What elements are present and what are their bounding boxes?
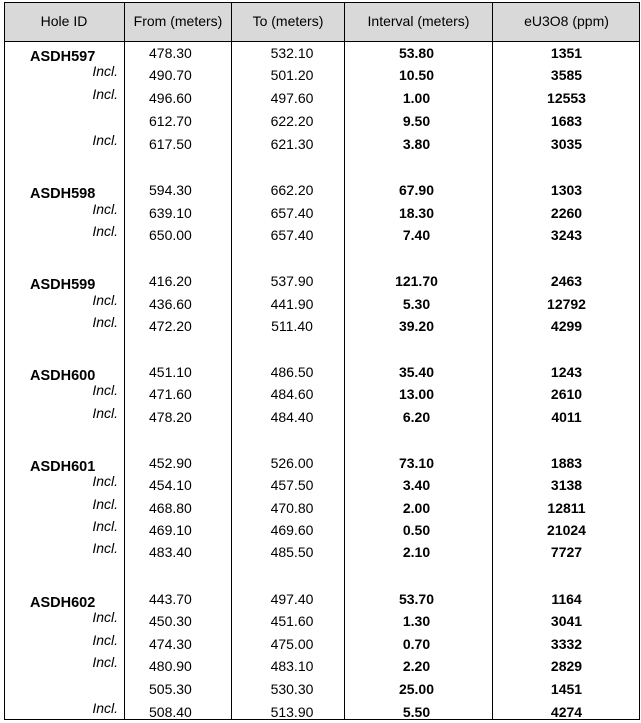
column-divider: [124, 2, 125, 720]
interval-value: 3.40: [402, 477, 431, 493]
to-value: 657.40: [270, 205, 314, 221]
to-value: 451.60: [270, 613, 314, 629]
interval-value: 7.40: [402, 227, 431, 243]
interval-value: 10.50: [398, 67, 435, 83]
from-value: 450.30: [149, 613, 192, 629]
header-hole-id: Hole ID: [4, 2, 124, 41]
interval-value: 25.00: [398, 681, 435, 697]
included-label: Incl.: [92, 201, 118, 217]
interval-value: 18.30: [398, 205, 435, 221]
interval-value: 3.80: [402, 136, 431, 152]
included-label: Incl.: [92, 496, 118, 512]
from-value: 416.20: [149, 273, 192, 289]
hole-id: ASDH600: [30, 368, 96, 384]
from-value: 508.40: [149, 704, 192, 720]
from-value: 483.40: [149, 544, 192, 560]
from-value: 478.20: [149, 409, 192, 425]
interval-value: 9.50: [402, 113, 431, 129]
to-value: 657.40: [270, 227, 314, 243]
from-value: 454.10: [149, 477, 192, 493]
from-value: 617.50: [149, 136, 192, 152]
to-value: 484.40: [270, 409, 314, 425]
eu3o8-value: 2829: [550, 658, 583, 674]
interval-value: 0.50: [402, 522, 431, 538]
interval-value: 5.50: [402, 704, 431, 720]
to-value: 486.50: [270, 364, 314, 380]
included-label: Incl.: [92, 518, 118, 534]
interval-value: 53.70: [398, 591, 435, 607]
eu3o8-value: 12553: [547, 90, 586, 106]
interval-value: 6.20: [402, 409, 431, 425]
eu3o8-value: 21024: [547, 522, 586, 538]
to-value: 497.60: [270, 90, 314, 106]
eu3o8-value: 2463: [550, 273, 583, 289]
interval-value: 39.20: [398, 318, 435, 334]
eu3o8-value: 4274: [550, 704, 583, 720]
eu3o8-value: 1243: [550, 364, 583, 380]
from-value: 471.60: [149, 386, 192, 402]
to-value: 470.80: [270, 500, 314, 516]
to-value: 457.50: [270, 477, 314, 493]
interval-value: 67.90: [398, 182, 435, 198]
interval-value: 2.20: [402, 658, 431, 674]
included-label: Incl.: [92, 540, 118, 556]
included-label: Incl.: [92, 473, 118, 489]
interval-value: 13.00: [398, 386, 435, 402]
included-label: Incl.: [92, 63, 118, 79]
from-value: 468.80: [149, 500, 192, 516]
interval-value: 73.10: [398, 455, 435, 471]
to-value: 484.60: [270, 386, 314, 402]
to-value: 621.30: [270, 136, 314, 152]
eu3o8-value: 12811: [547, 500, 586, 516]
included-label: Incl.: [92, 700, 118, 716]
from-value: 443.70: [149, 591, 192, 607]
hole-id: ASDH597: [30, 49, 96, 65]
column-divider: [231, 2, 232, 720]
from-value: 472.20: [149, 318, 192, 334]
interval-value: 2.10: [402, 544, 431, 560]
to-value: 537.90: [270, 273, 314, 289]
eu3o8-value: 1164: [551, 591, 582, 607]
included-label: Incl.: [92, 132, 118, 148]
hole-id: ASDH598: [30, 186, 96, 202]
eu3o8-value: 1883: [550, 455, 583, 471]
to-value: 475.00: [270, 636, 314, 652]
eu3o8-value: 3332: [550, 636, 583, 652]
included-label: Incl.: [92, 609, 118, 625]
from-value: 639.10: [149, 205, 192, 221]
eu3o8-value: 4011: [551, 409, 582, 425]
interval-value: 5.30: [402, 296, 431, 312]
eu3o8-value: 3585: [550, 67, 583, 83]
included-label: Incl.: [92, 314, 118, 330]
eu3o8-value: 12792: [547, 296, 586, 312]
table-top-border: [4, 2, 640, 3]
hole-id: ASDH602: [30, 595, 96, 611]
header-eu3o8: eU3O8 (ppm): [493, 2, 640, 41]
included-label: Incl.: [92, 382, 118, 398]
eu3o8-value: 3243: [550, 227, 583, 243]
interval-value: 0.70: [402, 636, 431, 652]
from-value: 490.70: [149, 67, 192, 83]
included-label: Incl.: [92, 632, 118, 648]
interval-value: 1.00: [402, 90, 431, 106]
eu3o8-value: 3138: [550, 477, 583, 493]
to-value: 511.40: [271, 318, 313, 334]
header-interval: Interval (meters): [345, 2, 492, 41]
to-value: 513.90: [270, 704, 314, 720]
to-value: 483.10: [270, 658, 314, 674]
from-value: 505.30: [149, 681, 192, 697]
to-value: 662.20: [270, 182, 314, 198]
interval-value: 1.30: [402, 613, 431, 629]
from-value: 480.90: [149, 658, 192, 674]
to-value: 441.90: [270, 296, 314, 312]
eu3o8-value: 3035: [550, 136, 583, 152]
to-value: 501.20: [270, 67, 314, 83]
interval-value: 53.80: [398, 45, 435, 61]
included-label: Incl.: [92, 86, 118, 102]
drill-results-table: [4, 2, 640, 720]
to-value: 485.50: [270, 544, 314, 560]
header-from: From (meters): [125, 2, 231, 41]
eu3o8-value: 3041: [550, 613, 583, 629]
eu3o8-value: 7727: [550, 544, 583, 560]
to-value: 530.30: [270, 681, 314, 697]
eu3o8-value: 1683: [550, 113, 583, 129]
included-label: Incl.: [92, 223, 118, 239]
hole-id: ASDH601: [30, 459, 96, 475]
eu3o8-value: 2610: [550, 386, 583, 402]
from-value: 496.60: [149, 90, 192, 106]
eu3o8-value: 2260: [550, 205, 583, 221]
from-value: 612.70: [149, 113, 192, 129]
eu3o8-value: 4299: [550, 318, 583, 334]
from-value: 469.10: [149, 522, 192, 538]
interval-value: 35.40: [398, 364, 435, 380]
interval-value: 121.70: [395, 273, 438, 289]
to-value: 622.20: [270, 113, 314, 129]
from-value: 478.30: [149, 45, 192, 61]
included-label: Incl.: [92, 292, 118, 308]
eu3o8-value: 1351: [550, 45, 583, 61]
to-value: 532.10: [270, 45, 314, 61]
to-value: 526.00: [270, 455, 314, 471]
header-to: To (meters): [232, 2, 344, 41]
from-value: 436.60: [149, 296, 192, 312]
from-value: 594.30: [149, 182, 192, 198]
interval-value: 2.00: [402, 500, 431, 516]
to-value: 497.40: [270, 591, 314, 607]
eu3o8-value: 1303: [550, 182, 583, 198]
from-value: 474.30: [149, 636, 192, 652]
included-label: Incl.: [92, 654, 118, 670]
eu3o8-value: 1451: [550, 681, 583, 697]
to-value: 469.60: [270, 522, 314, 538]
from-value: 452.90: [149, 455, 192, 471]
from-value: 650.00: [149, 227, 192, 243]
hole-id: ASDH599: [30, 277, 96, 293]
included-label: Incl.: [92, 405, 118, 421]
from-value: 451.10: [149, 364, 192, 380]
